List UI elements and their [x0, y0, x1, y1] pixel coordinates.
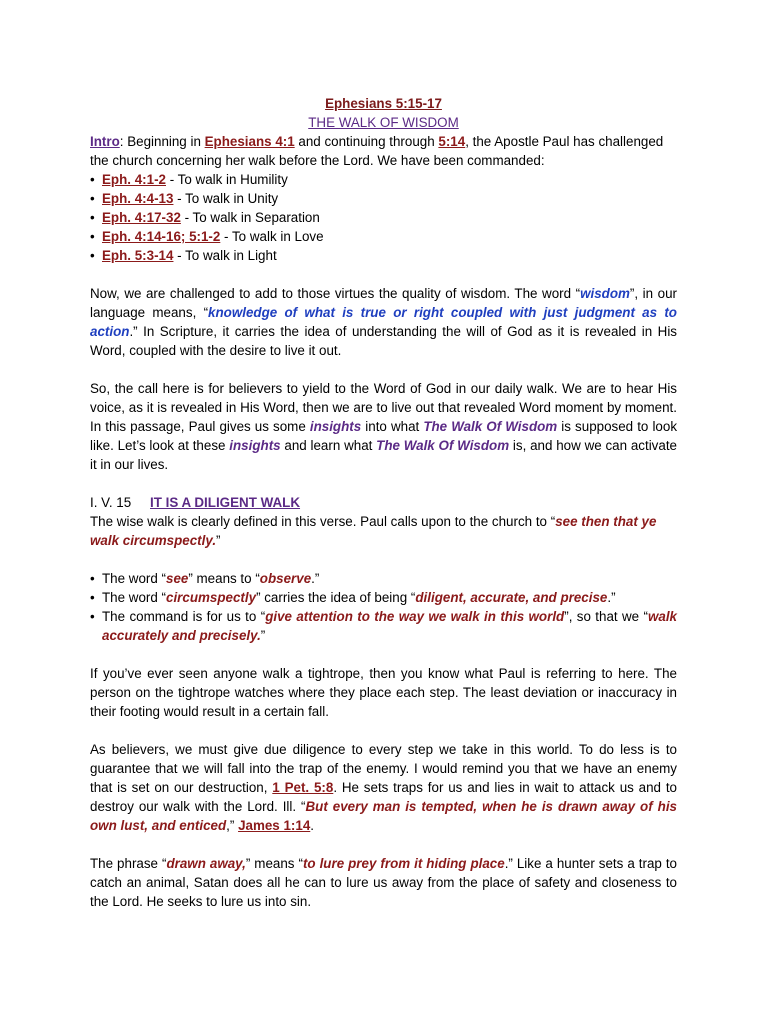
list-ref[interactable]: Eph. 4:14-16; 5:1-2 — [102, 229, 221, 244]
page-subtitle: THE WALK OF WISDOM — [308, 115, 459, 130]
emphasis-text: see then that ye walk circumspectly. — [90, 514, 657, 548]
section-intro — [90, 512, 677, 550]
document-page — [90, 94, 677, 911]
paragraph-text: So, the call here is for believers to yield to the Word of God in our daily walk. We are to hear His voice, as it is revealed in His Word, then we are to live out that revealed Word moment by moment. In this passage, Paul gives us some — [90, 381, 677, 434]
list-item — [90, 227, 677, 246]
paragraph-text: The wise walk is clearly defined in this verse. Paul calls upon to the church to “ — [90, 514, 556, 529]
intro-paragraph — [90, 132, 677, 170]
list-text: - To walk in Separation — [180, 210, 320, 225]
emphasis-text: to lure prey from it hiding place — [302, 856, 505, 871]
intro-label: Intro — [90, 134, 120, 149]
list-item — [90, 246, 677, 265]
list-text: - To walk in Unity — [173, 191, 279, 206]
intro-text-1: : Beginning in — [119, 134, 205, 149]
paragraph-text: . He sets traps for us and lies in wait to attack us and to destroy our walk with the Lord. Ill. “ — [90, 780, 677, 814]
diligence-paragraph — [90, 740, 677, 835]
paragraph-text: ” means “ — [245, 856, 303, 871]
scripture-ref[interactable]: James 1:14 — [238, 818, 311, 833]
section-heading — [90, 493, 677, 512]
emphasis-text: insights — [229, 438, 281, 453]
command-list — [90, 170, 677, 265]
section-title: IT IS A DILIGENT WALK — [150, 495, 301, 510]
list-item: • The word “circumspectly” carries the idea of being “diligent, accurate, and precise.” — [90, 588, 677, 607]
intro-text-3: , the Apostle Paul has challenged the church concerning her walk before the Lord. We have been commanded: — [90, 134, 664, 168]
paragraph-text: As believers, we must give due diligence to every step we take in this world. To do less is to guarantee that we will fall into the trap of the enemy. I would remind you that we have an enemy that is set on our destruction, — [90, 742, 677, 795]
paragraph-text: Now, we are challenged to add to those virtues the quality of wisdom. The word “ — [90, 286, 581, 301]
title-block — [90, 94, 677, 132]
scripture-ref[interactable]: 1 Pet. 5:8 — [272, 780, 334, 795]
definition-list — [90, 569, 677, 645]
emphasis-text: observe — [259, 571, 312, 586]
paragraph-text: . — [310, 818, 315, 833]
emphasis-text: The Walk Of Wisdom — [423, 419, 558, 434]
list-text: - To walk in Love — [220, 229, 324, 244]
list-ref[interactable]: Eph. 4:1-2 — [102, 172, 166, 187]
tightrope-paragraph: If you’ve ever seen anyone walk a tightrope, then you know what Paul is referring to here. The person on the tightrope watches where they place each step. The least deviation or inaccuracy in their footing would result in a certain fall. — [90, 666, 677, 719]
section-number: I. V. 15 — [90, 495, 132, 510]
emphasis-text: see — [166, 571, 189, 586]
drawn-away-paragraph — [90, 854, 677, 911]
list-item — [90, 208, 677, 227]
emphasis-text: walk accurately and precisely. — [102, 609, 677, 643]
wisdom-paragraph — [90, 284, 677, 360]
emphasis-text: circumspectly — [166, 590, 257, 605]
emphasis-text: drawn away, — [166, 856, 246, 871]
intro-text-2: and continuing through — [294, 134, 439, 149]
emphasis-text: insights — [309, 419, 362, 434]
intro-ref-1[interactable]: Ephesians 4:1 — [204, 134, 295, 149]
emphasis-text: knowledge of what is true or right coupled with just judgment as to action — [90, 305, 677, 339]
paragraph-text: is, and how we can activate it in our lives. — [90, 438, 677, 472]
emphasis-text: wisdom — [580, 286, 630, 301]
paragraph-text: The phrase “ — [90, 856, 167, 871]
list-text: - To walk in Light — [173, 248, 277, 263]
emphasis-text: give attention to the way we walk in this world — [265, 609, 565, 624]
paragraph-text: into what — [361, 419, 424, 434]
list-item: • The command is for us to “give attention to the way we walk in this world”, so that we “walk accurately and precisely.” — [90, 607, 677, 645]
list-ref[interactable]: Eph. 4:4-13 — [102, 191, 174, 206]
list-item — [90, 170, 677, 189]
intro-ref-2[interactable]: 5:14 — [438, 134, 466, 149]
paragraph-text: .” Like a hunter sets a trap to catch an animal, Satan does all he can to lure us away from the place of safety and closeness to the Lord. He seeks to lure us into sin. — [90, 856, 677, 909]
paragraph-text: .” In Scripture, it carries the idea of understanding the will of God as it is revealed in His Word, coupled with the desire to live it out. — [90, 324, 677, 358]
emphasis-text: But every man is tempted, when he is drawn away of his own lust, and enticed — [90, 799, 677, 833]
list-ref[interactable]: Eph. 5:3-14 — [102, 248, 174, 263]
emphasis-text: diligent, accurate, and precise — [415, 590, 608, 605]
paragraph-text: is supposed to look like. Let’s look at these — [90, 419, 678, 453]
paragraph-text: and learn what — [280, 438, 377, 453]
list-ref[interactable]: Eph. 4:17-32 — [102, 210, 181, 225]
call-paragraph — [90, 379, 677, 474]
emphasis-text: The Walk Of Wisdom — [376, 438, 510, 453]
paragraph-text: ”, in our language means, “ — [90, 286, 677, 320]
paragraph-text: ,” — [226, 818, 239, 833]
list-item: • The word “see” means to “observe.” — [90, 569, 677, 588]
list-text: - To walk in Humility — [166, 172, 288, 187]
page-title: Ephesians 5:15-17 — [325, 96, 442, 111]
list-item — [90, 189, 677, 208]
paragraph-text: ” — [216, 533, 221, 548]
